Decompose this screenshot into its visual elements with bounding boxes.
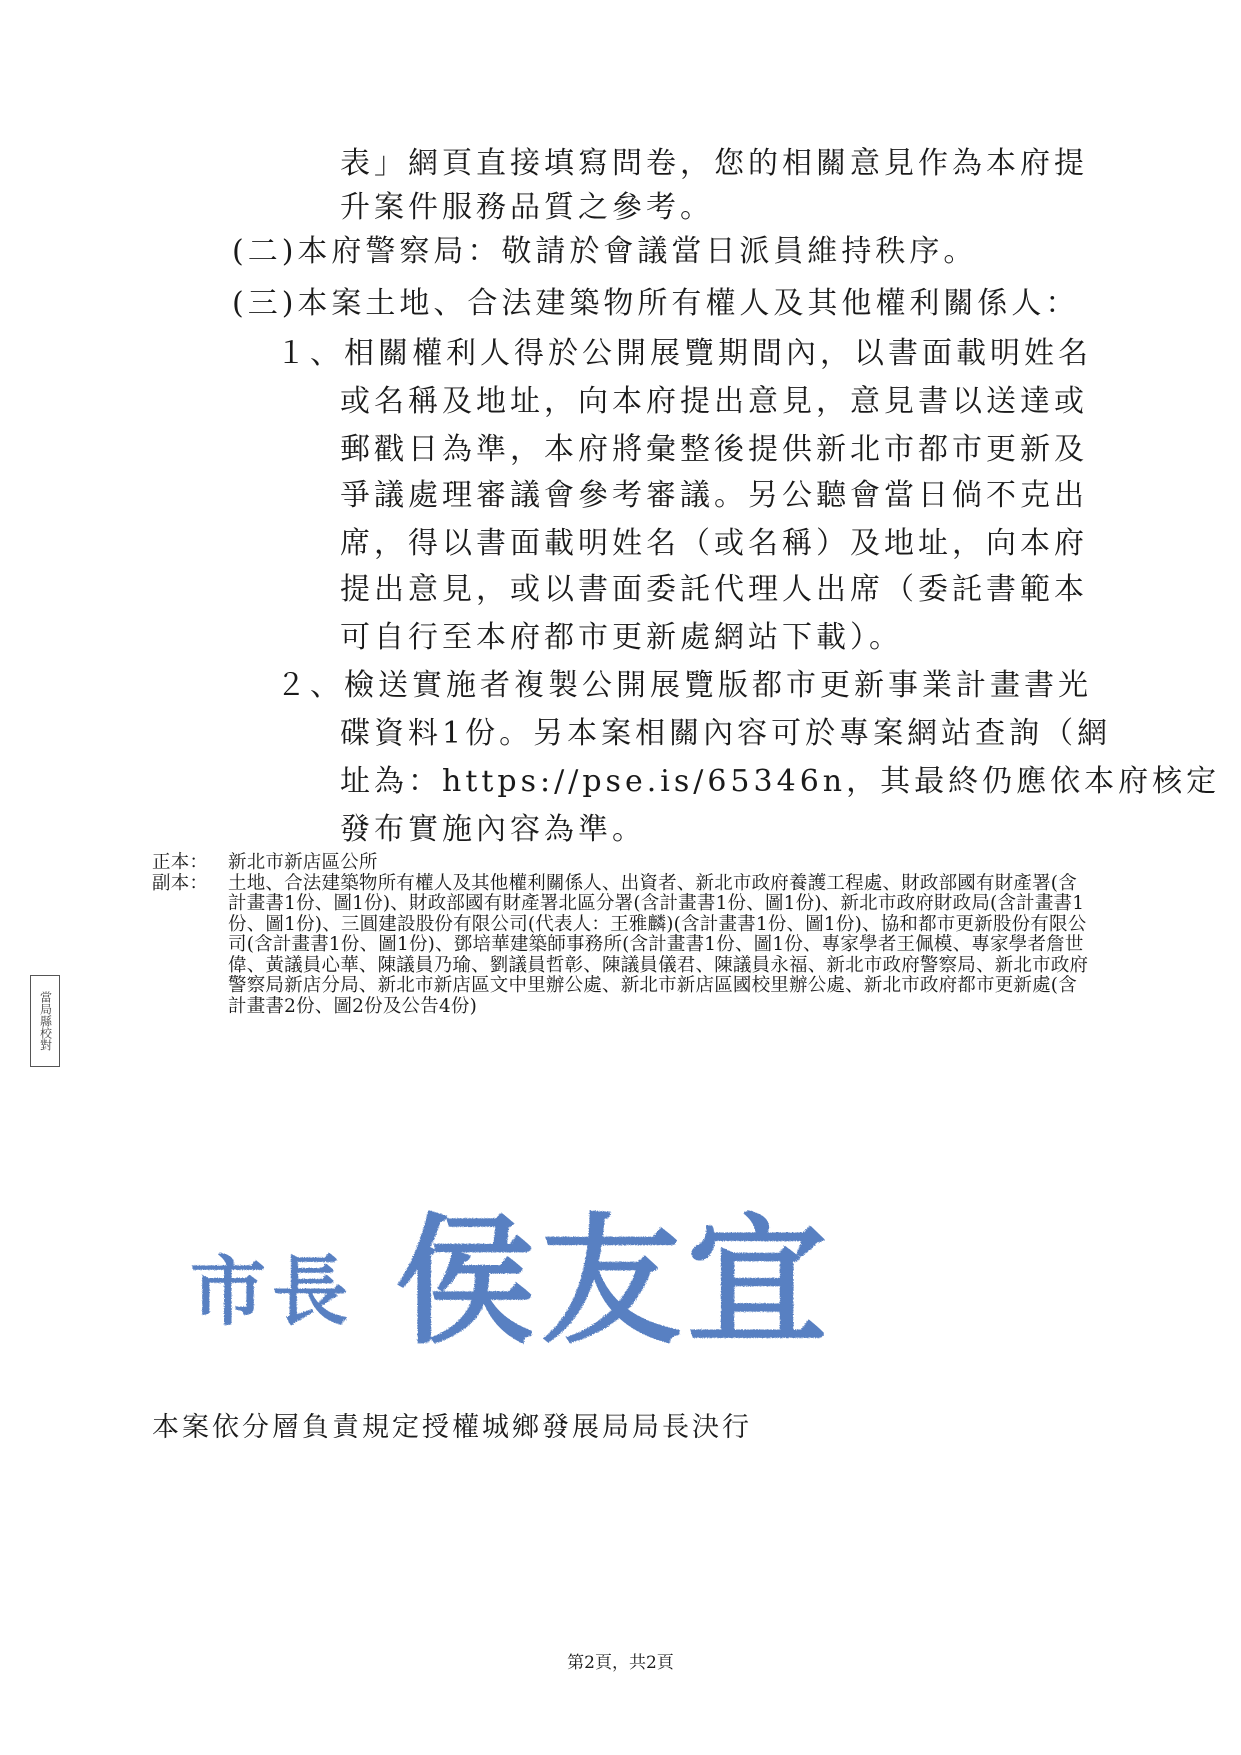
- recipients-block: [152, 853, 1092, 1017]
- subitem-1-line: 郵戳日為準，本府將彙整後提供新北市都市更新及: [340, 432, 1088, 467]
- seal-text: 當局縣校對: [38, 991, 53, 1051]
- subitem-2-line: 發布實施內容為準。: [340, 812, 646, 847]
- subitem-1-line: 或名稱及地址，向本府提出意見，意見書以送達或: [340, 384, 1088, 419]
- copy-recipient-text: 土地、合法建築物所有權人及其他權利關係人、出資者、新北市政府養護工程處、財政部國有財產署(含計畫書1份、圖1份)、財政部國有財產署北區分署(含計畫書1份、圖1份)、新北市政府財政局(含計畫書1份、圖1份)、三圓建設股份有限公司(代表人：王雅麟)(含計畫書1份、圖1份)、協和都市更新股份有限公司(含計畫書1份、圖1份)、鄧培華建築師事務所(含計畫書1份、圖1份、專家學者王佩模、專家學者詹世偉、黃議員心華、陳議員乃瑜、劉議員哲彰、陳議員儀君、陳議員永福、新北市政府警察局、新北市政府警察局新店分局、新北市新店區文中里辦公處、新北市新店區國校里辦公處、新北市政府都市更新處(含計畫書2份、圖2份及公告4份): [228, 872, 1089, 1017]
- subitem-1-line: 可自行至本府都市更新處網站下載）。: [340, 620, 903, 655]
- signature-stamp: [180, 1190, 840, 1360]
- page-number: 第2頁，共2頁: [567, 1653, 674, 1673]
- copy-recipient-row: [152, 874, 1092, 1018]
- subitem-2-line: 碟資料1份。另本案相關內容可於專案網站查詢（網: [340, 716, 1112, 751]
- delegation-note: 本案依分層負責規定授權城鄉發展局局長決行: [152, 1412, 752, 1443]
- main-recipient-label: 正本：: [152, 852, 209, 873]
- item-3-heading: (三)本案土地、合法建築物所有權人及其他權利關係人：: [232, 286, 1080, 321]
- main-recipient-text: 新北市新店區公所: [228, 852, 378, 873]
- item-2-police: (二)本府警察局：敬請於會議當日派員維持秩序。: [232, 234, 978, 269]
- body-line: 升案件服務品質之參考。: [340, 190, 714, 225]
- proofread-seal: [30, 975, 60, 1067]
- signature-name: 侯友宜: [395, 1200, 834, 1360]
- subitem-1-line: 提出意見，或以書面委託代理人出席（委託書範本: [340, 572, 1088, 607]
- main-recipient-row: [152, 853, 1092, 874]
- signature-title: 市長: [190, 1247, 354, 1336]
- subitem-1-line: 席，得以書面載明姓名（或名稱）及地址，向本府: [340, 526, 1088, 561]
- subitem-2-line: ２、檢送實施者複製公開展覽版都市更新事業計畫書光: [276, 668, 1092, 703]
- body-line: 表」網頁直接填寫問卷，您的相關意見作為本府提: [340, 146, 1088, 181]
- subitem-1-line: １、相關權利人得於公開展覽期間內，以書面載明姓名: [276, 336, 1092, 371]
- signature-stamp-graphic: [180, 1190, 840, 1360]
- subitem-2-line: 址為：https://pse.is/65346n，其最終仍應依本府核定: [340, 764, 1221, 799]
- subitem-1-line: 爭議處理審議會參考審議。另公聽會當日倘不克出: [340, 478, 1088, 513]
- copy-recipient-label: 副本：: [152, 872, 209, 894]
